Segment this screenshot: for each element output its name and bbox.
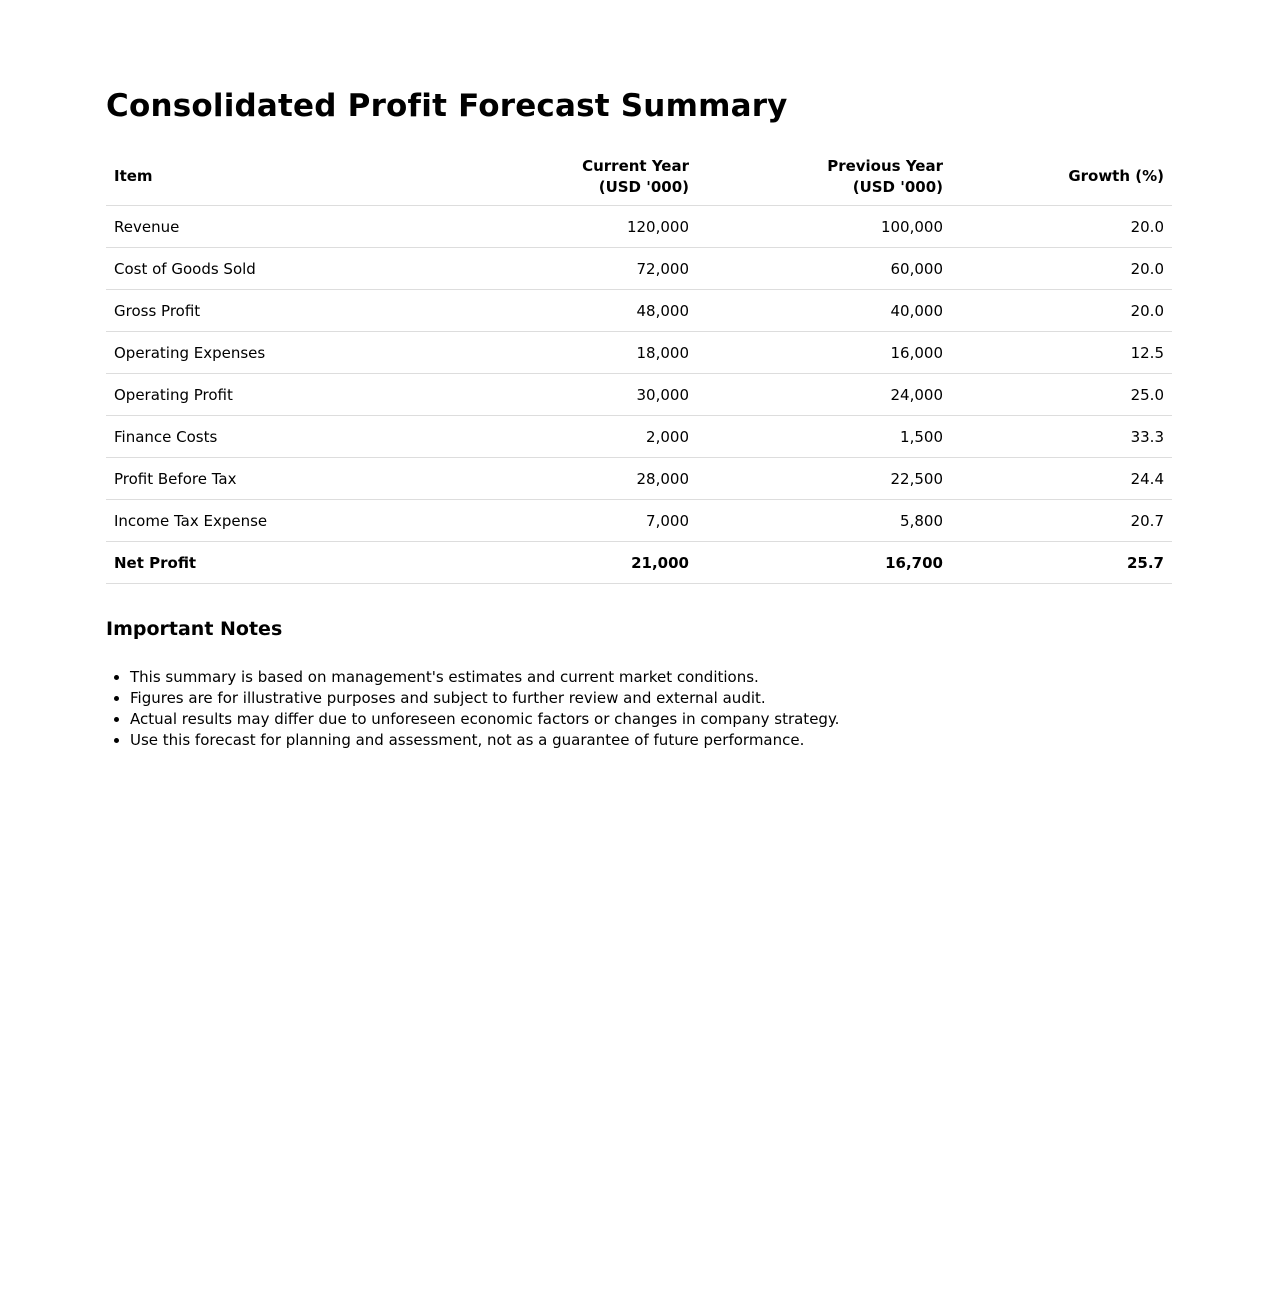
row-current-year: 30,000 [454,374,697,416]
profit-forecast-table [106,148,1172,584]
row-growth: 33.3 [951,416,1172,458]
row-item: Profit Before Tax [106,458,454,500]
row-growth: 12.5 [951,332,1172,374]
table-row [106,500,1172,542]
total-item: Net Profit [106,542,454,584]
row-item: Revenue [106,206,454,248]
row-growth: 20.0 [951,206,1172,248]
row-current-year: 48,000 [454,290,697,332]
row-previous-year: 60,000 [697,248,951,290]
row-growth: 24.4 [951,458,1172,500]
row-previous-year: 5,800 [697,500,951,542]
row-growth: 20.7 [951,500,1172,542]
column-header-previous-year-label: Previous Year [827,156,943,175]
column-header-current-year [454,148,697,206]
table-row [106,458,1172,500]
total-growth: 25.7 [951,542,1172,584]
row-growth: 20.0 [951,248,1172,290]
row-previous-year: 40,000 [697,290,951,332]
notes-heading: Important Notes [106,618,283,640]
table-header-row [106,148,1172,206]
list-item: • Figures are for illustrative purposes and subject to further review and external audit. [130,688,839,709]
total-current-year: 21,000 [454,542,697,584]
row-previous-year: 22,500 [697,458,951,500]
table-row [106,374,1172,416]
list-item: • This summary is based on management's estimates and current market conditions. [130,667,839,688]
row-previous-year: 16,000 [697,332,951,374]
row-current-year: 72,000 [454,248,697,290]
column-header-item: Item [106,148,454,206]
row-previous-year: 24,000 [697,374,951,416]
column-header-growth: Growth (%) [951,148,1172,206]
row-current-year: 2,000 [454,416,697,458]
notes-list [106,667,839,751]
table-row [106,416,1172,458]
column-header-previous-year-unit: (USD '000) [852,177,943,196]
column-header-current-year-unit: (USD '000) [598,177,689,196]
row-current-year: 7,000 [454,500,697,542]
row-previous-year: 1,500 [697,416,951,458]
page-title: Consolidated Profit Forecast Summary [106,88,788,124]
row-item: Finance Costs [106,416,454,458]
row-item: Gross Profit [106,290,454,332]
row-item: Operating Profit [106,374,454,416]
row-current-year: 18,000 [454,332,697,374]
column-header-previous-year [697,148,951,206]
column-header-current-year-label: Current Year [582,156,689,175]
row-current-year: 120,000 [454,206,697,248]
table-row [106,290,1172,332]
row-growth: 25.0 [951,374,1172,416]
row-item: Operating Expenses [106,332,454,374]
table-row [106,206,1172,248]
row-item: Cost of Goods Sold [106,248,454,290]
row-current-year: 28,000 [454,458,697,500]
table-total-row [106,542,1172,584]
list-item: • Use this forecast for planning and assessment, not as a guarantee of future performance. [130,730,839,751]
row-previous-year: 100,000 [697,206,951,248]
table-row [106,332,1172,374]
table-row [106,248,1172,290]
list-item: • Actual results may differ due to unforeseen economic factors or changes in company strategy. [130,709,839,730]
row-item: Income Tax Expense [106,500,454,542]
total-previous-year: 16,700 [697,542,951,584]
row-growth: 20.0 [951,290,1172,332]
